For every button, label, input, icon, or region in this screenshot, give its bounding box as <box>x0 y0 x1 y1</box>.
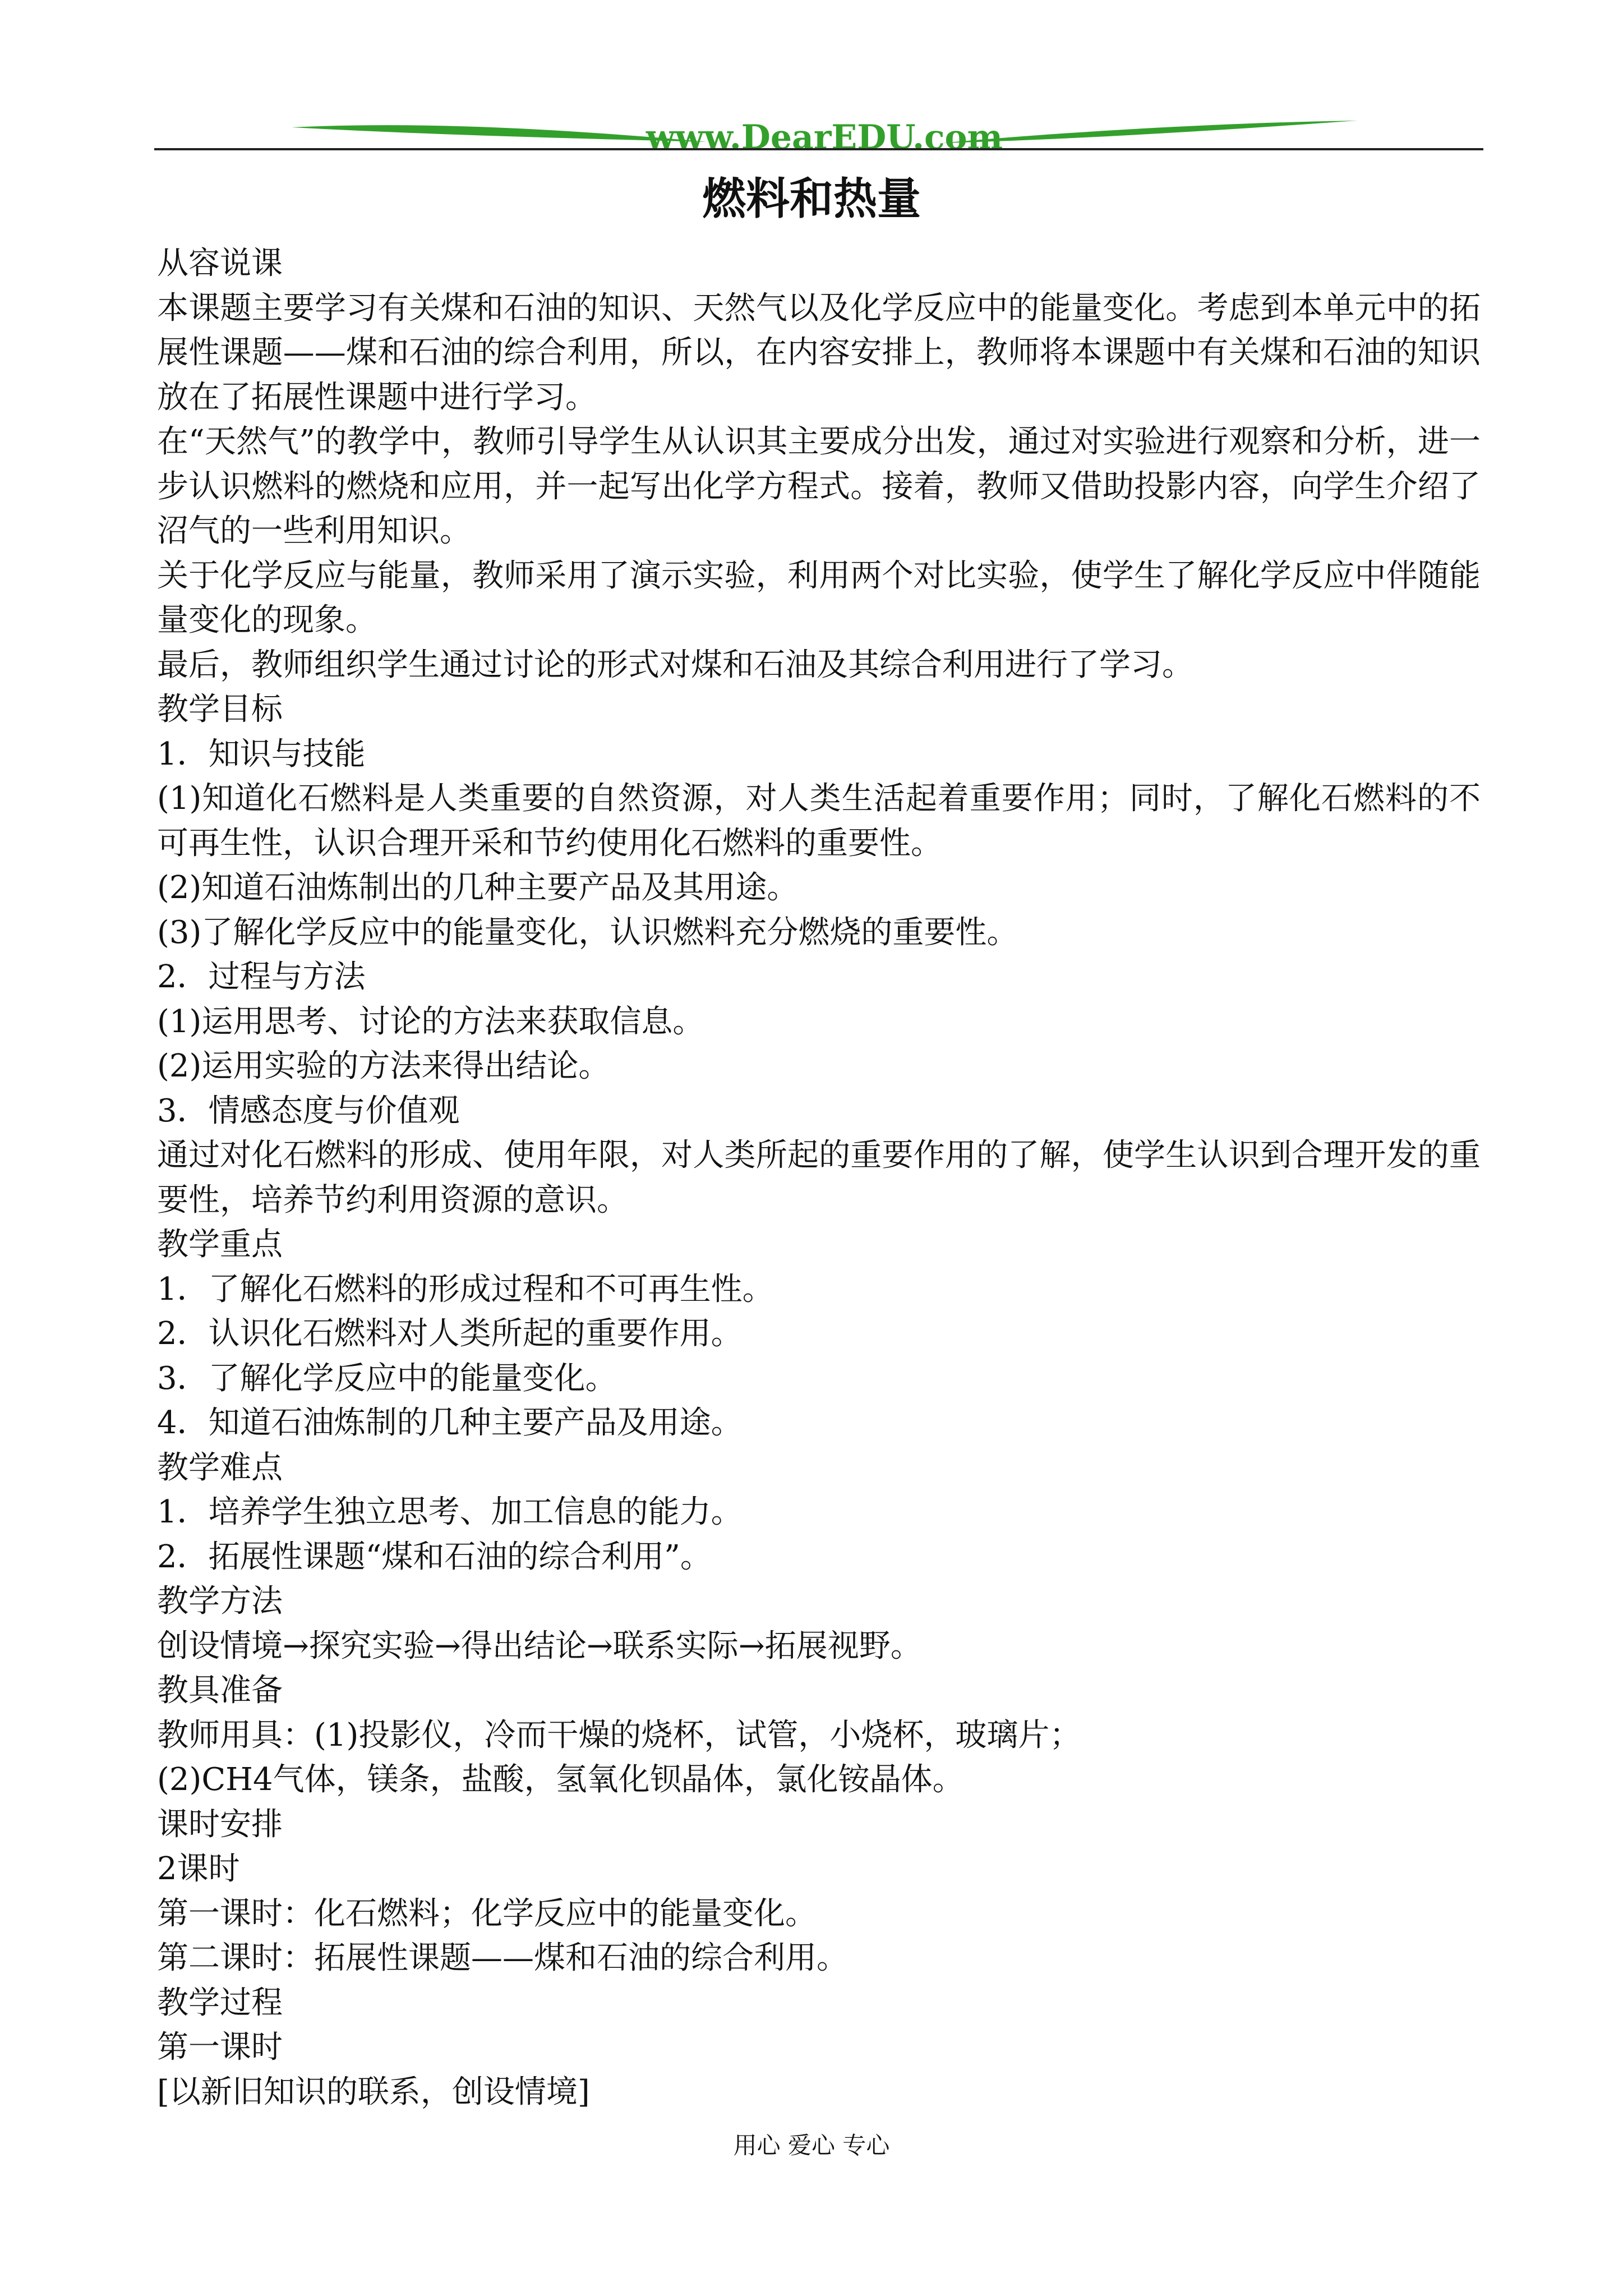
paragraph: 4．知道石油炼制的几种主要产品及用途。 <box>157 1405 743 1441</box>
section-heading: 课时安排 <box>157 1806 283 1843</box>
section-heading: 教学难点 <box>157 1449 283 1486</box>
paragraph: [以新旧知识的联系，创设情境] <box>157 2073 590 2110</box>
paragraph: 3．了解化学反应中的能量变化。 <box>157 1360 617 1397</box>
paragraph: (1)知道化石燃料是人类重要的自然资源，对人类生活起着重要作用；同时，了解化石燃料的不可再生性，认识合理开采和节约使用化石燃料的重要性。 <box>157 780 1481 862</box>
paragraph: 2．拓展性课题“煤和石油的综合利用”。 <box>157 1538 712 1575</box>
paragraph: (3)了解化学反应中的能量变化，认识燃料充分燃烧的重要性。 <box>157 914 1018 951</box>
paragraph: 教师用具：(1)投影仪，冷而干燥的烧杯，试管，小烧杯，玻璃片； <box>157 1717 1081 1754</box>
logo-text: www.DearEDU.com <box>645 118 1003 157</box>
paragraph: (2)CH4气体，镁条，盐酸，氢氧化钡晶体，氯化铵晶体。 <box>157 1761 964 1798</box>
logo-right-swoosh-icon <box>942 121 1357 143</box>
paragraph: 从容说课 <box>157 245 283 282</box>
section-heading: 教学目标 <box>157 691 283 728</box>
paragraph: 第一课时 <box>157 2029 283 2065</box>
paragraph: 1．了解化石燃料的形成过程和不可再生性。 <box>157 1271 774 1308</box>
section-heading: 教学过程 <box>157 1984 283 2021</box>
page-footer: 用心 爱心 专心 <box>733 2132 890 2159</box>
paragraph: 本课题主要学习有关煤和石油的知识、天然气以及化学反应中的能量变化。考虑到本单元中的拓展性课题——煤和石油的综合利用，所以，在内容安排上，教师将本课题中有关煤和石油的知识放在了拓展性课题中进行学习。 <box>157 289 1481 416</box>
paragraph: 2课时 <box>157 1851 240 1887</box>
document-title: 燃料和热量 <box>702 173 921 224</box>
paragraph: 1．知识与技能 <box>157 735 366 772</box>
logo-left-swoosh-icon <box>292 125 707 142</box>
document-body <box>157 241 1481 2114</box>
paragraph: 关于化学反应与能量，教师采用了演示实验，利用两个对比实验，使学生了解化学反应中伴随能量变化的现象。 <box>157 557 1481 638</box>
paragraph: 最后，教师组织学生通过讨论的形式对煤和石油及其综合利用进行了学习。 <box>157 646 1193 683</box>
paragraph: (2)知道石油炼制出的几种主要产品及其用途。 <box>157 869 799 906</box>
paragraph: 第一课时：化石燃料；化学反应中的能量变化。 <box>157 1895 817 1932</box>
paragraph: 在“天然气”的教学中，教师引导学生从认识其主要成分出发，通过对实验进行观察和分析，进一步认识燃料的燃烧和应用，并一起写出化学方程式。接着，教师又借助投影内容，向学生介绍了沼气的一些利用知识。 <box>157 424 1481 549</box>
paragraph: 创设情境→探究实验→得出结论→联系实际→拓展视野。 <box>157 1627 922 1664</box>
section-heading: 教学重点 <box>157 1226 283 1263</box>
paragraph: 第二课时：拓展性课题——煤和石油的综合利用。 <box>157 1940 848 1976</box>
paragraph: 3．情感态度与价值观 <box>157 1092 460 1129</box>
paragraph: (1)运用思考、讨论的方法来获取信息。 <box>157 1003 704 1040</box>
site-logo <box>292 104 1357 165</box>
paragraph: 2．认识化石燃料对人类所起的重要作用。 <box>157 1315 743 1352</box>
section-heading: 教具准备 <box>157 1672 283 1709</box>
paragraph: 通过对化石燃料的形成、使用年限，对人类所起的重要作用的了解，使学生认识到合理开发的重要性，培养节约利用资源的意识。 <box>157 1137 1481 1218</box>
paragraph: 2．过程与方法 <box>157 959 366 995</box>
header-rule <box>154 148 1483 150</box>
paragraph: 1．培养学生独立思考、加工信息的能力。 <box>157 1494 743 1530</box>
paragraph: (2)运用实验的方法来得出结论。 <box>157 1048 610 1084</box>
section-heading: 教学方法 <box>157 1583 283 1619</box>
